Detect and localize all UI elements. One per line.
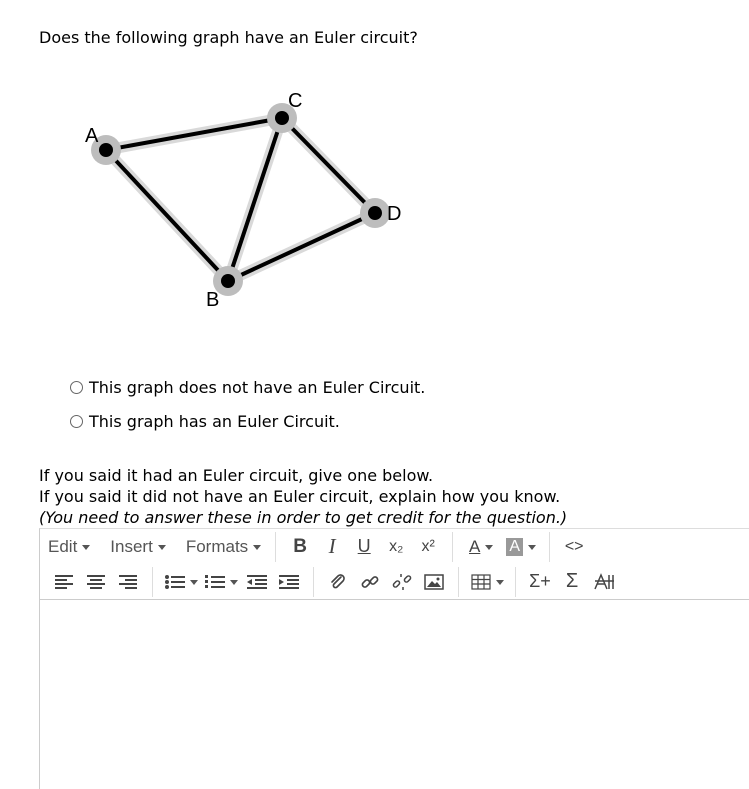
- equation-editor-button[interactable]: Σ+: [529, 571, 551, 591]
- subscript-button[interactable]: x₂: [389, 537, 404, 555]
- image-icon: [424, 574, 444, 590]
- paperclip-icon: [329, 573, 347, 591]
- insert-image-button[interactable]: [418, 567, 450, 597]
- menu-edit[interactable]: [48, 537, 90, 557]
- link-icon: [361, 573, 379, 591]
- outdent-icon: [247, 574, 267, 590]
- editor-content-area[interactable]: [40, 600, 749, 780]
- unlink-icon: [392, 573, 412, 591]
- instruction-line-3: (You need to answer these in order to get credit for the question.): [39, 508, 568, 527]
- background-color-icon: A: [506, 538, 523, 556]
- superscript-button[interactable]: x²: [421, 537, 435, 555]
- node-label-b: B: [206, 289, 220, 311]
- edge-a-c: [106, 118, 282, 150]
- instruction-line-1: If you said it had an Euler circuit, give one below.: [39, 466, 434, 485]
- toolbar-divider: [152, 567, 153, 597]
- summation-button[interactable]: Σ: [565, 570, 579, 592]
- node-label-a: A: [85, 125, 99, 147]
- node-label-c: C: [288, 90, 303, 112]
- source-code-button[interactable]: <>: [564, 537, 584, 555]
- toolbar-divider: [515, 567, 516, 597]
- underline-button[interactable]: U: [357, 536, 371, 556]
- menu-insert-label: Insert: [110, 536, 153, 556]
- bullet-list-button[interactable]: [161, 567, 201, 597]
- editor-menubar: [40, 529, 749, 564]
- toolbar-divider: [313, 567, 314, 597]
- node-a: [99, 143, 113, 157]
- option-has-euler-circuit[interactable]: [70, 404, 425, 438]
- bullet-list-icon: [165, 574, 185, 590]
- node-d: [368, 206, 382, 220]
- font-color-button[interactable]: [461, 532, 501, 562]
- graph-diagram: [60, 80, 420, 320]
- menu-insert[interactable]: [110, 537, 166, 557]
- attach-button[interactable]: [322, 567, 354, 597]
- chevron-down-icon: [496, 580, 504, 585]
- chevron-down-icon: [253, 545, 261, 550]
- numbered-list-icon: [205, 574, 225, 590]
- table-button[interactable]: [467, 567, 507, 597]
- option-no-euler-circuit[interactable]: [70, 370, 425, 404]
- option-label: This graph does not have an Euler Circuit.: [89, 377, 426, 397]
- align-center-button[interactable]: [80, 567, 112, 597]
- align-right-icon: [119, 574, 137, 590]
- toolbar-divider: [452, 532, 453, 562]
- chevron-down-icon: [190, 580, 198, 585]
- indent-button[interactable]: [273, 567, 305, 597]
- align-right-button[interactable]: [112, 567, 144, 597]
- chevron-down-icon: [82, 545, 90, 550]
- indent-icon: [279, 574, 299, 590]
- chevron-down-icon: [158, 545, 166, 550]
- edge-c-d: [282, 118, 375, 213]
- strikethrough-a-icon: [593, 572, 615, 592]
- menu-formats-label: Formats: [185, 536, 249, 556]
- toolbar-divider: [275, 532, 276, 562]
- chevron-down-icon: [528, 545, 536, 550]
- font-color-icon: A: [469, 536, 481, 556]
- node-b: [221, 274, 235, 288]
- table-icon: [471, 574, 491, 590]
- chevron-down-icon: [230, 580, 238, 585]
- node-label-d: D: [387, 203, 402, 225]
- option-label: This graph has an Euler Circuit.: [89, 411, 340, 431]
- outdent-button[interactable]: [241, 567, 273, 597]
- background-color-button[interactable]: [501, 532, 541, 562]
- insert-link-button[interactable]: [354, 567, 386, 597]
- answer-options: [70, 370, 425, 438]
- align-left-icon: [55, 574, 73, 590]
- instruction-line-2: If you said it did not have an Euler circuit, explain how you know.: [39, 487, 561, 506]
- toolbar-divider: [458, 567, 459, 597]
- unlink-button[interactable]: [386, 567, 418, 597]
- editor-toolbar-secondary: [40, 564, 749, 600]
- toolbar-divider: [549, 532, 550, 562]
- menu-edit-label: Edit: [48, 536, 78, 556]
- radio-no-euler-circuit[interactable]: [70, 381, 83, 394]
- italic-button[interactable]: I: [328, 534, 336, 558]
- edge-a-b: [106, 150, 228, 281]
- rich-text-editor: [39, 528, 749, 789]
- strikethrough-a-button[interactable]: [588, 567, 620, 597]
- align-left-button[interactable]: [48, 567, 80, 597]
- chevron-down-icon: [485, 545, 493, 550]
- align-center-icon: [87, 574, 105, 590]
- question-text: Does the following graph have an Euler circuit?: [39, 28, 418, 47]
- instructions: [39, 465, 567, 528]
- numbered-list-button[interactable]: [201, 567, 241, 597]
- bold-button[interactable]: B: [293, 535, 308, 557]
- radio-has-euler-circuit[interactable]: [70, 415, 83, 428]
- node-c: [275, 111, 289, 125]
- menu-formats[interactable]: [186, 537, 261, 557]
